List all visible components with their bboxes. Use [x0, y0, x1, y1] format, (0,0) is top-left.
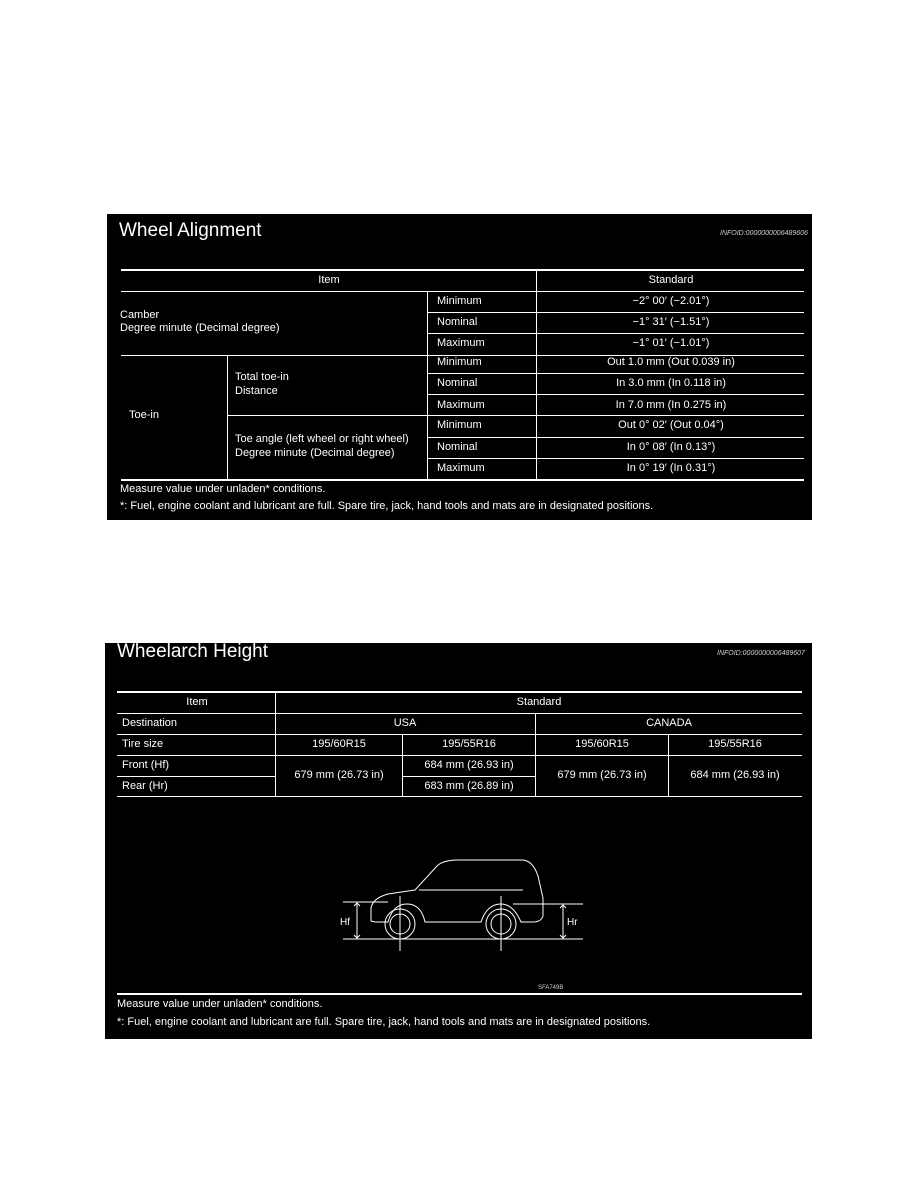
note-conditions: Measure value under unladen* conditions.: [117, 998, 323, 1010]
hr-label: Hr: [567, 917, 578, 928]
table-row-rule: [427, 394, 804, 395]
table-row-rule: [427, 333, 804, 334]
table-divider: [427, 291, 428, 480]
header-item: Item: [186, 696, 208, 708]
figure-code: SFA749B: [538, 985, 564, 991]
camber-unit-label: Degree minute (Decimal degree): [120, 322, 280, 334]
toe-in-label: Toe-in: [129, 409, 159, 421]
height-value: 684 mm (26.93 in): [690, 769, 780, 781]
table-row-rule: [117, 713, 802, 714]
row-label: Maximum: [437, 462, 485, 474]
row-value: Out 1.0 mm (Out 0.039 in): [607, 356, 735, 368]
table-row-rule: [227, 415, 804, 416]
toe-angle-label: Toe angle (left wheel or right wheel): [235, 433, 409, 445]
table-row-rule: [427, 373, 804, 374]
wheelarch-height-panel: [105, 643, 812, 1039]
table-divider: [668, 734, 669, 796]
table-top-rule: [121, 269, 804, 271]
row-value: −2° 00′ (−2.01°): [632, 295, 710, 307]
rear-label: Rear (Hr): [122, 780, 168, 792]
row-label: Nominal: [437, 377, 478, 389]
row-label: Maximum: [437, 337, 485, 349]
table-header-rule: [121, 291, 804, 292]
table-top-rule: [117, 691, 802, 693]
note-footnote: *: Fuel, engine coolant and lubricant are full. Spare tire, jack, hand tools and mats are in designated positions.: [120, 500, 654, 512]
row-value: −1° 01′ (−1.01°): [632, 337, 710, 349]
row-label: Nominal: [437, 441, 478, 453]
header-standard: Standard: [648, 274, 694, 286]
front-label: Front (Hf): [122, 759, 170, 771]
row-value: In 7.0 mm (In 0.275 in): [615, 399, 727, 411]
total-toe-in-label: Total toe-in: [235, 371, 289, 383]
toe-angle-unit-label: Degree minute (Decimal degree): [235, 447, 395, 459]
row-label: Minimum: [437, 356, 482, 368]
table-row-rule: [402, 776, 535, 777]
total-toe-in-unit-label: Distance: [235, 385, 278, 397]
height-value: 684 mm (26.93 in): [424, 759, 514, 771]
table-bottom-rule: [121, 479, 804, 481]
info-id: INFOID:0000000006489607: [717, 650, 805, 657]
row-value: Out 0° 02′ (Out 0.04°): [618, 419, 724, 431]
section-title: Wheelarch Height: [117, 641, 269, 662]
row-value: In 0° 19′ (In 0.31°): [626, 462, 716, 474]
hf-label: Hf: [340, 917, 350, 928]
table-divider: [536, 269, 537, 480]
row-label: Minimum: [437, 419, 482, 431]
row-value: −1° 31′ (−1.51°): [632, 316, 710, 328]
vehicle-height-diagram: [333, 846, 603, 996]
table-row-rule: [117, 755, 802, 756]
table-row-rule: [117, 776, 275, 777]
row-label: Maximum: [437, 399, 485, 411]
height-value: 683 mm (26.89 in): [424, 780, 514, 792]
table-divider: [535, 713, 536, 796]
section-title: Wheel Alignment: [119, 220, 262, 241]
tire-size: 195/55R16: [442, 738, 496, 750]
table-divider: [275, 691, 276, 796]
info-id: INFOID:0000000006489606: [720, 230, 808, 237]
tire-size: 195/55R16: [708, 738, 762, 750]
row-value: In 3.0 mm (In 0.118 in): [616, 377, 726, 389]
table-bottom-rule: [117, 796, 802, 797]
table-divider: [227, 355, 228, 480]
table-row-rule: [427, 437, 804, 438]
note-conditions: Measure value under unladen* conditions.: [120, 483, 326, 495]
table-row-rule: [427, 312, 804, 313]
height-value: 679 mm (26.73 in): [294, 769, 384, 781]
vehicle-body: [371, 860, 543, 922]
destination-canada: CANADA: [646, 717, 692, 729]
destination-label: Destination: [122, 717, 178, 729]
camber-label: Camber: [120, 309, 160, 321]
row-value: In 0° 08′ (In 0.13°): [626, 441, 716, 453]
table-row-rule: [117, 734, 802, 735]
tire-size: 195/60R15: [575, 738, 629, 750]
table-divider: [402, 734, 403, 796]
row-label: Nominal: [437, 316, 478, 328]
height-value: 679 mm (26.73 in): [557, 769, 647, 781]
header-item: Item: [318, 274, 340, 286]
destination-usa: USA: [393, 717, 417, 729]
wheel-alignment-panel: [107, 214, 812, 520]
header-standard: Standard: [516, 696, 562, 708]
figure-bottom-rule: [117, 993, 802, 995]
tire-size: 195/60R15: [312, 738, 366, 750]
tire-size-label: Tire size: [122, 738, 164, 750]
note-footnote: *: Fuel, engine coolant and lubricant are full. Spare tire, jack, hand tools and mats are in designated positions.: [117, 1016, 651, 1028]
row-label: Minimum: [437, 295, 482, 307]
table-row-rule: [427, 458, 804, 459]
